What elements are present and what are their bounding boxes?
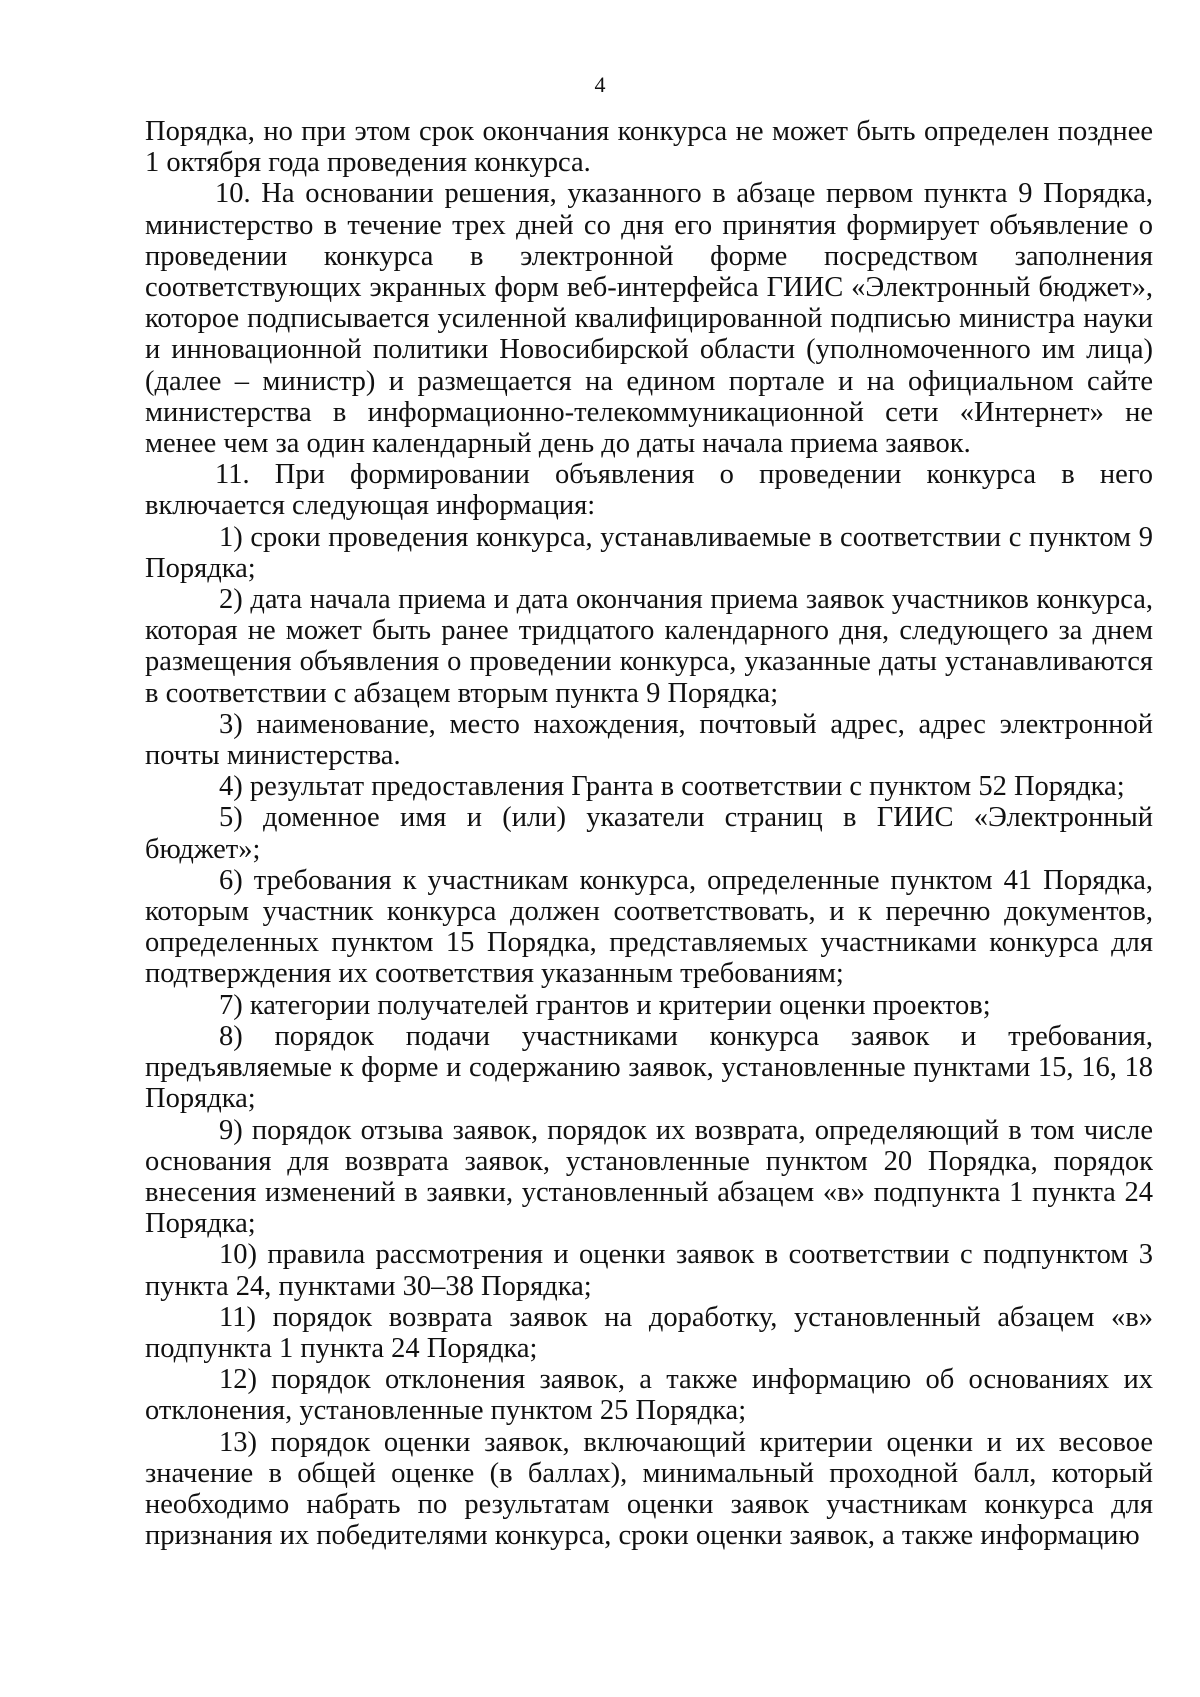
list-item-10: 10) правила рассмотрения и оценки заявок в соответствии с подпунктом 3 пункта 24, пунктами 30–38 Порядка; [145,1239,1153,1302]
list-item-13: 13) порядок оценки заявок, включающий критерии оценки и их весовое значение в общей оценке (в баллах), минимальный проходной балл, который необходимо набрать по результатам оценки заявок участникам конкурса для признания их победителями конкурса, сроки оценки заявок, а также информацию [145,1426,1153,1552]
list-item-8: 8) порядок подачи участниками конкурса заявок и требования, предъявляемые к форме и содержанию заявок, установленные пунктами 15, 16, 18 Порядка; [145,1020,1153,1115]
paragraph-item-10: 10. На основании решения, указанного в абзаце первом пункта 9 Порядка, министерство в течение трех дней со дня его принятия формирует объявление о проведении конкурса в электронной форме посредством заполнения соответствующих экранных форм веб-интерфейса ГИИС «Электронный бюджет», которое подписывается усиленной квалифицированной подписью министра науки и инновационной политики Новосибирской области (уполномоченного им лица) (далее – министр) и размещается на едином портале и на официальном сайте министерства в информационно-телекоммуникационной сети «Интернет» не менее чем за один календарный день до даты начала приема заявок. [145,178,1153,460]
list-item-2: 2) дата начала приема и дата окончания приема заявок участников конкурса, которая не может быть ранее тридцатого календарного дня, следующего за днем размещения объявления о проведении конкурса, указанные даты устанавливаются в соответствии с абзацем вторым пункта 9 Порядка; [145,584,1153,709]
list-item-11: 11) порядок возврата заявок на доработку, установленный абзацем «в» подпункта 1 пункта 24 Порядка; [145,1301,1153,1364]
list-item-5: 5) доменное имя и (или) указатели страниц в ГИИС «Электронный бюджет»; [145,802,1153,865]
paragraph-continuation: Порядка, но при этом срок окончания конкурса не может быть определен позднее 1 октября года проведения конкурса. [145,116,1153,179]
paragraph-item-11: 11. При формировании объявления о проведении конкурса в него включается следующая информация: [145,459,1153,522]
list-item-7: 7) категории получателей грантов и критерии оценки проектов; [219,989,991,1021]
list-item-4: 4) результат предоставления Гранта в соответствии с пунктом 52 Порядка; [219,771,1125,803]
list-item-3: 3) наименование, место нахождения, почтовый адрес, адрес электронной почты министерства. [145,708,1153,772]
page-number: 4 [594,72,606,97]
list-item-6: 6) требования к участникам конкурса, определенные пунктом 41 Порядка, которым участник конкурса должен соответствовать, и к перечню документов, определенных пунктом 15 Порядка, представляемых участниками конкурса для подтверждения их соответствия указанным требованиям; [145,864,1153,990]
list-item-12: 12) порядок отклонения заявок, а также информацию об основаниях их отклонения, установленные пунктом 25 Порядка; [145,1364,1153,1427]
document-body [145,116,1153,1551]
list-item-9: 9) порядок отзыва заявок, порядок их возврата, определяющий в том числе основания для возврата заявок, установленные пунктом 20 Порядка, порядок внесения изменений в заявки, установленный абзацем «в» подпункта 1 пункта 24 Порядка; [145,1114,1153,1240]
list-item-1: 1) сроки проведения конкурса, устанавливаемые в соответствии с пунктом 9 Порядка; [145,521,1153,584]
